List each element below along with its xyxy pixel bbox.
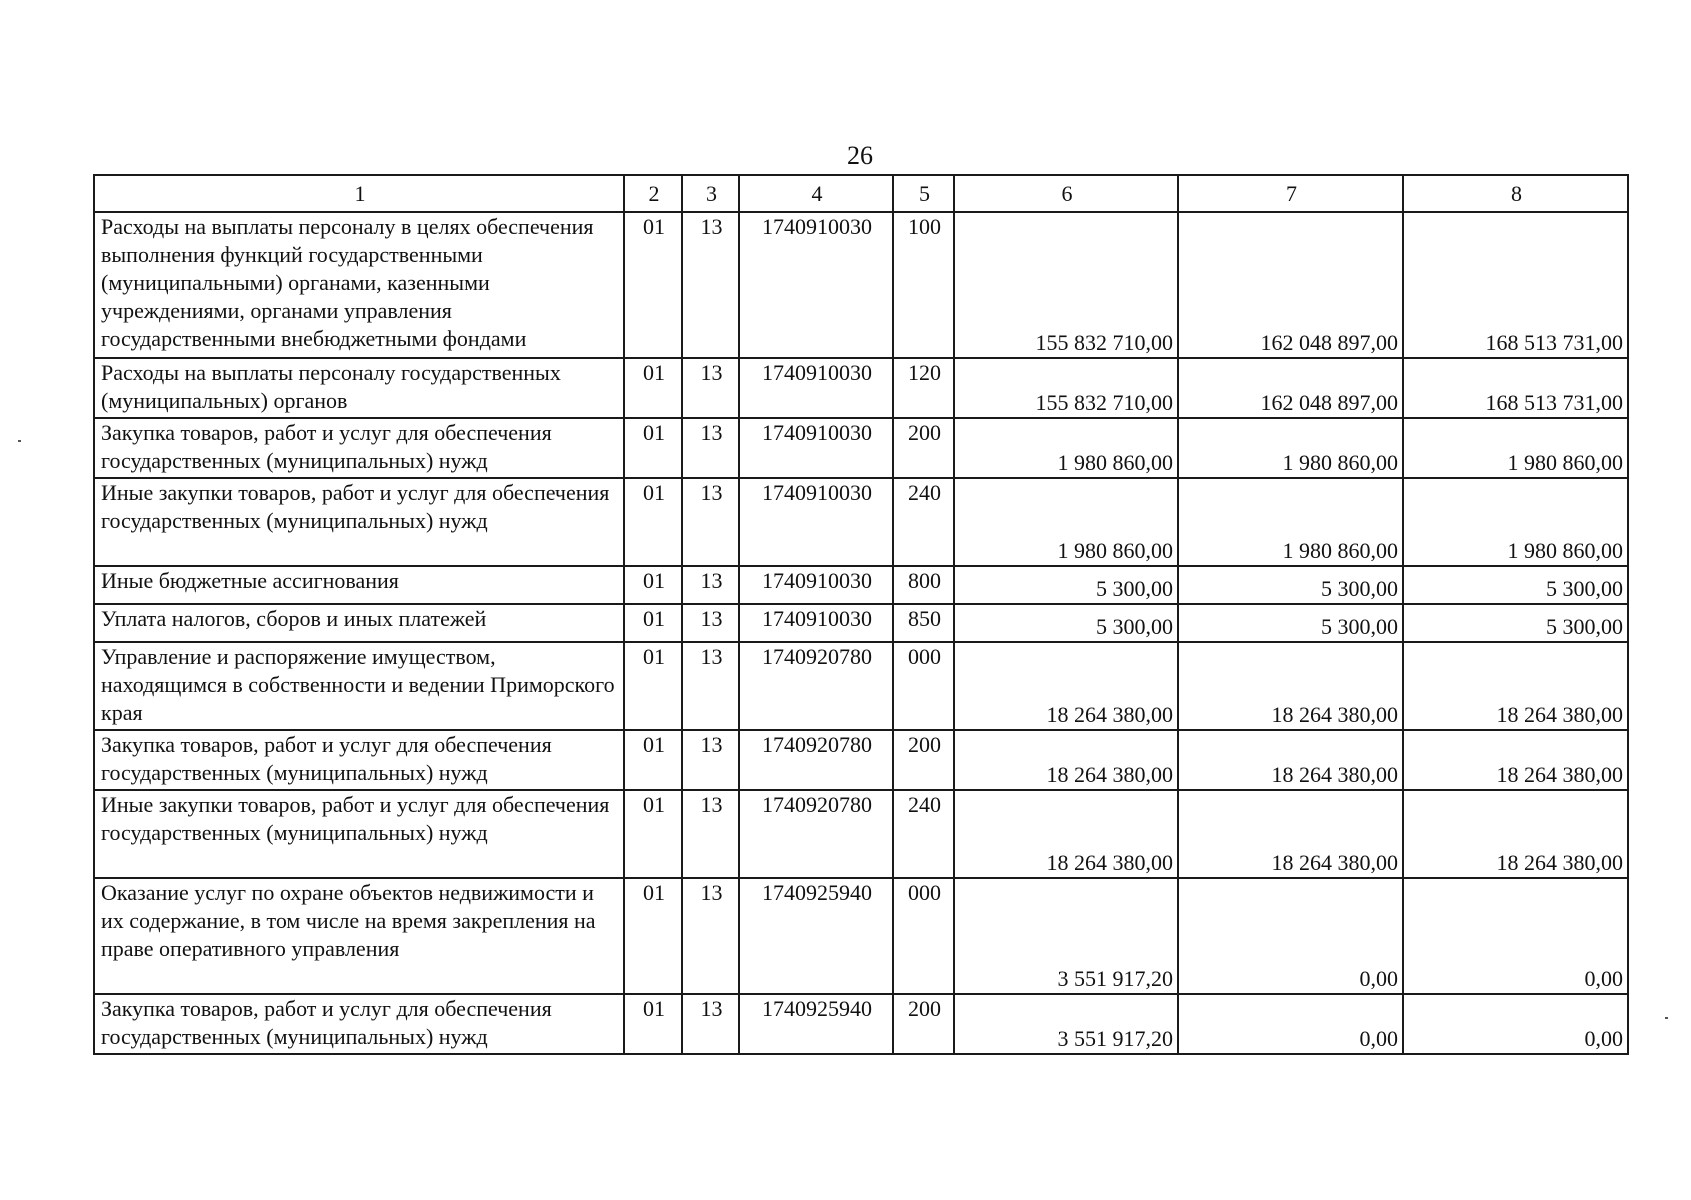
header-cell: 3 xyxy=(682,175,739,212)
subsection-code: 13 xyxy=(682,478,739,566)
amount-col-8: 168 513 731,00 xyxy=(1403,212,1628,358)
amount-col-7: 162 048 897,00 xyxy=(1178,358,1403,418)
subsection-code: 13 xyxy=(682,878,739,994)
header-cell: 4 xyxy=(739,175,893,212)
header-cell: 2 xyxy=(624,175,682,212)
subsection-code: 13 xyxy=(682,212,739,358)
scan-speck xyxy=(1665,1017,1668,1019)
amount-col-8: 18 264 380,00 xyxy=(1403,642,1628,730)
amount-col-6: 18 264 380,00 xyxy=(954,730,1178,790)
row-description: Закупка товаров, работ и услуг для обеспечения государственных (муниципальных) нужд xyxy=(94,730,624,790)
amount-col-8: 1 980 860,00 xyxy=(1403,478,1628,566)
row-description: Управление и распоряжение имуществом, находящимся в собственности и ведении Приморского края xyxy=(94,642,624,730)
amount-col-6: 1 980 860,00 xyxy=(954,478,1178,566)
section-code: 01 xyxy=(624,878,682,994)
row-description: Расходы на выплаты персоналу государственных (муниципальных) органов xyxy=(94,358,624,418)
target-article-code: 1740920780 xyxy=(739,730,893,790)
table-row xyxy=(94,994,1628,1054)
amount-col-7: 18 264 380,00 xyxy=(1178,730,1403,790)
amount-col-7: 0,00 xyxy=(1178,878,1403,994)
scan-speck xyxy=(18,440,21,442)
expense-type-code: 120 xyxy=(893,358,954,418)
table-row xyxy=(94,358,1628,418)
table-row xyxy=(94,212,1628,358)
amount-col-7: 1 980 860,00 xyxy=(1178,418,1403,478)
amount-col-8: 18 264 380,00 xyxy=(1403,730,1628,790)
row-description: Иные закупки товаров, работ и услуг для обеспечения государственных (муниципальных) нужд xyxy=(94,790,624,878)
header-row xyxy=(94,175,1628,212)
header-cell: 6 xyxy=(954,175,1178,212)
row-description: Закупка товаров, работ и услуг для обеспечения государственных (муниципальных) нужд xyxy=(94,418,624,478)
amount-col-6: 1 980 860,00 xyxy=(954,418,1178,478)
section-code: 01 xyxy=(624,604,682,642)
target-article-code: 1740910030 xyxy=(739,566,893,604)
amount-col-6: 155 832 710,00 xyxy=(954,358,1178,418)
section-code: 01 xyxy=(624,478,682,566)
expense-type-code: 200 xyxy=(893,418,954,478)
amount-col-8: 5 300,00 xyxy=(1403,604,1628,642)
table-row xyxy=(94,878,1628,994)
amount-col-7: 0,00 xyxy=(1178,994,1403,1054)
table-row xyxy=(94,790,1628,878)
header-cell: 1 xyxy=(94,175,624,212)
subsection-code: 13 xyxy=(682,418,739,478)
amount-col-8: 1 980 860,00 xyxy=(1403,418,1628,478)
expense-type-code: 800 xyxy=(893,566,954,604)
expense-type-code: 850 xyxy=(893,604,954,642)
amount-col-6: 3 551 917,20 xyxy=(954,878,1178,994)
subsection-code: 13 xyxy=(682,566,739,604)
amount-col-6: 5 300,00 xyxy=(954,604,1178,642)
table-row xyxy=(94,642,1628,730)
subsection-code: 13 xyxy=(682,604,739,642)
expense-type-code: 240 xyxy=(893,790,954,878)
section-code: 01 xyxy=(624,994,682,1054)
amount-col-7: 18 264 380,00 xyxy=(1178,790,1403,878)
section-code: 01 xyxy=(624,358,682,418)
amount-col-8: 168 513 731,00 xyxy=(1403,358,1628,418)
expense-type-code: 200 xyxy=(893,994,954,1054)
amount-col-7: 5 300,00 xyxy=(1178,604,1403,642)
table-row xyxy=(94,730,1628,790)
target-article-code: 1740920780 xyxy=(739,642,893,730)
target-article-code: 1740910030 xyxy=(739,418,893,478)
row-description: Уплата налогов, сборов и иных платежей xyxy=(94,604,624,642)
section-code: 01 xyxy=(624,790,682,878)
page-number: 26 xyxy=(847,141,873,170)
table-row xyxy=(94,478,1628,566)
table-row xyxy=(94,604,1628,642)
amount-col-6: 5 300,00 xyxy=(954,566,1178,604)
amount-col-8: 0,00 xyxy=(1403,878,1628,994)
amount-col-8: 18 264 380,00 xyxy=(1403,790,1628,878)
amount-col-6: 155 832 710,00 xyxy=(954,212,1178,358)
expense-type-code: 100 xyxy=(893,212,954,358)
amount-col-7: 5 300,00 xyxy=(1178,566,1403,604)
row-description: Иные бюджетные ассигнования xyxy=(94,566,624,604)
target-article-code: 1740910030 xyxy=(739,604,893,642)
amount-col-8: 5 300,00 xyxy=(1403,566,1628,604)
row-description: Оказание услуг по охране объектов недвижимости и их содержание, в том числе на время закрепления на праве оперативного управления xyxy=(94,878,624,994)
row-description: Закупка товаров, работ и услуг для обеспечения государственных (муниципальных) нужд xyxy=(94,994,624,1054)
amount-col-7: 1 980 860,00 xyxy=(1178,478,1403,566)
expense-type-code: 240 xyxy=(893,478,954,566)
section-code: 01 xyxy=(624,566,682,604)
expense-type-code: 200 xyxy=(893,730,954,790)
section-code: 01 xyxy=(624,730,682,790)
row-description: Иные закупки товаров, работ и услуг для обеспечения государственных (муниципальных) нужд xyxy=(94,478,624,566)
header-cell: 7 xyxy=(1178,175,1403,212)
subsection-code: 13 xyxy=(682,790,739,878)
table-row xyxy=(94,418,1628,478)
amount-col-7: 162 048 897,00 xyxy=(1178,212,1403,358)
budget-table xyxy=(93,174,1629,1055)
subsection-code: 13 xyxy=(682,730,739,790)
table-row xyxy=(94,566,1628,604)
target-article-code: 1740910030 xyxy=(739,358,893,418)
section-code: 01 xyxy=(624,418,682,478)
target-article-code: 1740925940 xyxy=(739,994,893,1054)
subsection-code: 13 xyxy=(682,358,739,418)
header-cell: 5 xyxy=(893,175,954,212)
amount-col-6: 18 264 380,00 xyxy=(954,642,1178,730)
expense-type-code: 000 xyxy=(893,878,954,994)
expense-type-code: 000 xyxy=(893,642,954,730)
row-description: Расходы на выплаты персоналу в целях обеспечения выполнения функций государственными (муниципальными) органами, казенными учреждениями, органами управления государственными внебюджетными фондами xyxy=(94,212,624,358)
amount-col-6: 18 264 380,00 xyxy=(954,790,1178,878)
header-cell: 8 xyxy=(1403,175,1628,212)
subsection-code: 13 xyxy=(682,642,739,730)
section-code: 01 xyxy=(624,642,682,730)
target-article-code: 1740910030 xyxy=(739,478,893,566)
section-code: 01 xyxy=(624,212,682,358)
amount-col-6: 3 551 917,20 xyxy=(954,994,1178,1054)
amount-col-8: 0,00 xyxy=(1403,994,1628,1054)
target-article-code: 1740925940 xyxy=(739,878,893,994)
target-article-code: 1740920780 xyxy=(739,790,893,878)
amount-col-7: 18 264 380,00 xyxy=(1178,642,1403,730)
subsection-code: 13 xyxy=(682,994,739,1054)
target-article-code: 1740910030 xyxy=(739,212,893,358)
